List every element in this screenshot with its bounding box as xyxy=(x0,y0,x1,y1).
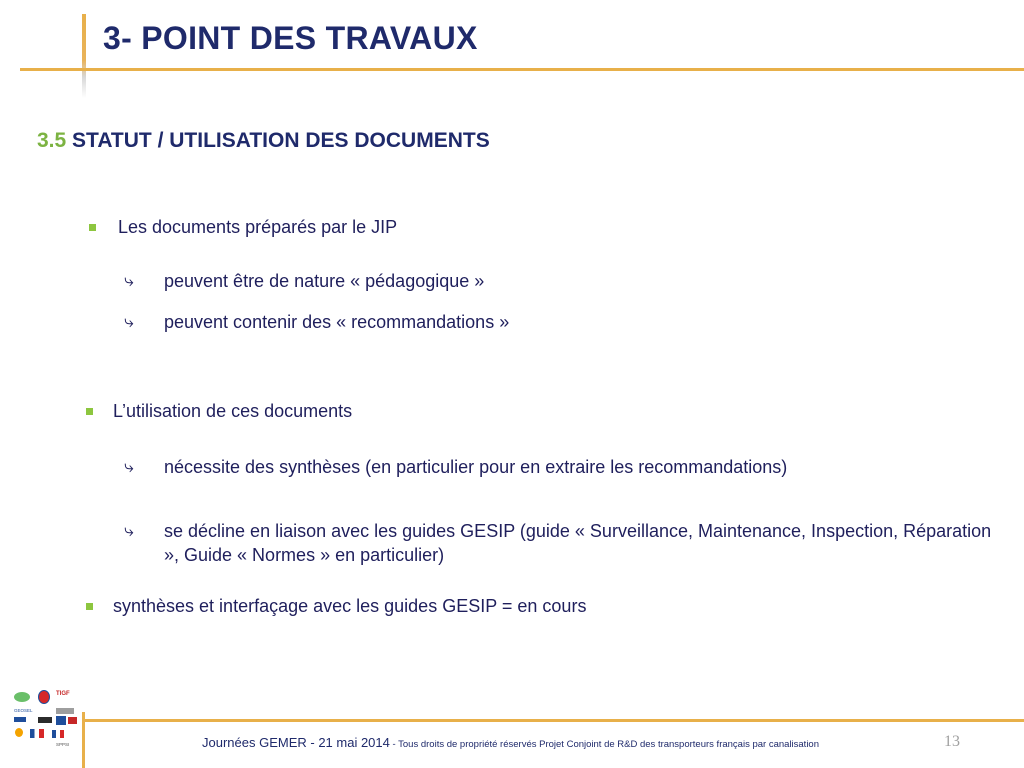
sub-item-text: se décline en liaison avec les guides GESIP (guide « Surveillance, Maintenance, Inspection, Réparation », Guide « Normes » en particulier) xyxy=(164,521,992,565)
bullet-item xyxy=(113,596,586,617)
sub-item xyxy=(124,519,994,567)
section-number: 3.5 xyxy=(37,129,67,152)
page-number: 13 xyxy=(944,733,960,750)
square-bullet-icon xyxy=(86,603,93,610)
partner-logo-icon xyxy=(38,717,52,723)
partner-logo-icon xyxy=(38,690,50,704)
marianne-logo-icon xyxy=(30,729,44,738)
partner-logos xyxy=(12,688,80,754)
bullet-text: L’utilisation de ces documents xyxy=(113,401,353,421)
square-bullet-icon xyxy=(89,224,96,231)
marianne-logo-icon xyxy=(52,730,64,738)
partner-logo-icon xyxy=(56,716,66,725)
sub-item xyxy=(124,455,788,479)
footer-text xyxy=(202,735,819,750)
sub-item-text: nécessite des synthèses (en particulier pour en extraire les recommandations) xyxy=(164,457,788,477)
footer-rights: - Tous droits de propriété réservés Projet Conjoint de R&D des transporteurs français par canalisation xyxy=(389,739,819,750)
header-vertical-rule xyxy=(82,14,86,98)
partner-logo-sppsi: SPPSI xyxy=(56,742,70,747)
partner-logo-tigf: TIGF xyxy=(56,691,70,697)
page-title: 3- POINT DES TRAVAUX xyxy=(103,20,478,56)
partner-logo-geosel: GEOSEL xyxy=(14,708,33,713)
footer-horizontal-rule xyxy=(82,719,1024,722)
sub-item-text: peuvent être de nature « pédagogique » xyxy=(164,271,485,291)
bullet-text: synthèses et interfaçage avec les guides GESIP = en cours xyxy=(113,596,587,616)
curved-arrow-icon: ⤷ xyxy=(124,521,134,540)
sub-item xyxy=(124,269,485,293)
partner-logo-icon xyxy=(56,708,74,714)
bullet-text: Les documents préparés par le JIP xyxy=(118,217,398,237)
sub-item-text: peuvent contenir des « recommandations » xyxy=(164,312,510,332)
sub-item xyxy=(124,310,510,334)
bullet-item xyxy=(113,401,352,422)
header-horizontal-rule xyxy=(20,68,1024,71)
footer-event: Journées GEMER - 21 mai 2014 xyxy=(202,735,390,750)
curved-arrow-icon: ⤷ xyxy=(124,271,134,290)
section-title-text: STATUT / UTILISATION DES DOCUMENTS xyxy=(72,129,490,152)
square-bullet-icon xyxy=(86,408,93,415)
partner-logo-icon xyxy=(14,692,30,702)
partner-logo-icon xyxy=(15,728,23,737)
partner-logo-icon xyxy=(14,717,26,722)
partner-logo-icon xyxy=(68,717,77,724)
curved-arrow-icon: ⤷ xyxy=(124,312,134,331)
section-title xyxy=(37,129,490,153)
bullet-item xyxy=(118,217,397,238)
curved-arrow-icon: ⤷ xyxy=(124,457,134,476)
